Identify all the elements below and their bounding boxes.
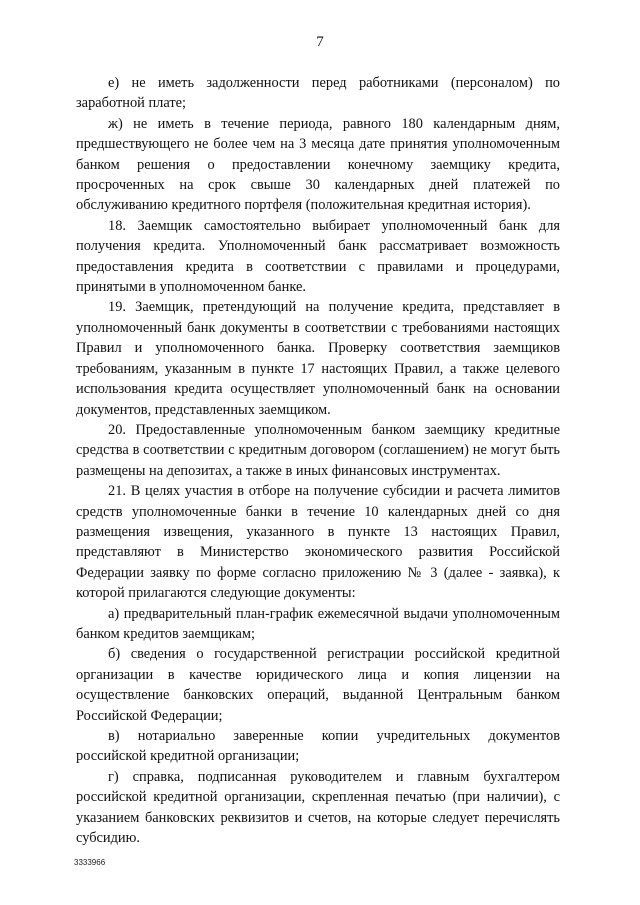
paragraph-19: 19. Заемщик, претендующий на получение кредита, представляет в уполномоченный банк документы в соответствии с требованиями настоящих Правил и уполномоченного банка. Проверку соответствия заемщиков требованиям, указанным в пункте 17 настоящих Правил, а также целевого использования кредита осуществляет уполномоченный банк на основании документов, представленных заемщиком. [76, 299, 560, 418]
paragraph-g: г) справка, подписанная руководителем и главным бухгалтером российской кредитной организации, скрепленная печатью (при наличии), с указанием банковских реквизитов и счетов, на которые следует перечислять субсидию. [76, 768, 560, 847]
paragraph-e: е) не иметь задолженности перед работниками (персоналом) по заработной плате; [76, 75, 560, 112]
paragraph-20: 20. Предоставленные уполномоченным банком заемщику кредитные средства в соответствии с кредитным договором (соглашением) не могут быть размещены на депозитах, а также в иных финансовых инструментах. [76, 421, 560, 479]
paragraph-zh: ж) не иметь в течение периода, равного 180 календарным дням, предшествующего не более чем на 3 месяца дате принятия уполномоченным банком решения о предоставлении конечному заемщику кредита, просроченных на срок свыше 30 календарных дней платежей по обслуживанию кредитного портфеля (положительная кредитная история). [76, 115, 560, 214]
paragraph-a: а) предварительный план-график ежемесячной выдачи уполномоченным банком кредитов заемщикам; [76, 605, 560, 642]
paragraph-b: б) сведения о государственной регистрации российской кредитной организации в качестве юридического лица и копия лицензии на осуществление банковских операций, выданной Центральным банком Российской Федерации; [76, 646, 560, 724]
paragraph-21: 21. В целях участия в отборе на получение субсидии и расчета лимитов средств уполномоченные банки в течение 10 календарных дней со дня размещения извещения, указанного в пункте 13 настоящих Правил, представляют в Министерство экономического развития Российской Федерации заявку по форме согласно приложению № 3 (далее - заявка), к которой прилагаются следующие документы: [76, 483, 560, 602]
document-code: 3333966 [74, 858, 106, 867]
page-number: 7 [316, 34, 324, 50]
paragraph-v: в) нотариально заверенные копии учредительных документов российской кредитной организации; [76, 728, 560, 765]
document-body [76, 73, 560, 848]
paragraph-18: 18. Заемщик самостоятельно выбирает уполномоченный банк для получения кредита. Уполномоченный банк рассматривает возможность предоставления кредита в соответствии с правилами и процедурами, принятыми в уполномоченном банке. [76, 217, 560, 296]
